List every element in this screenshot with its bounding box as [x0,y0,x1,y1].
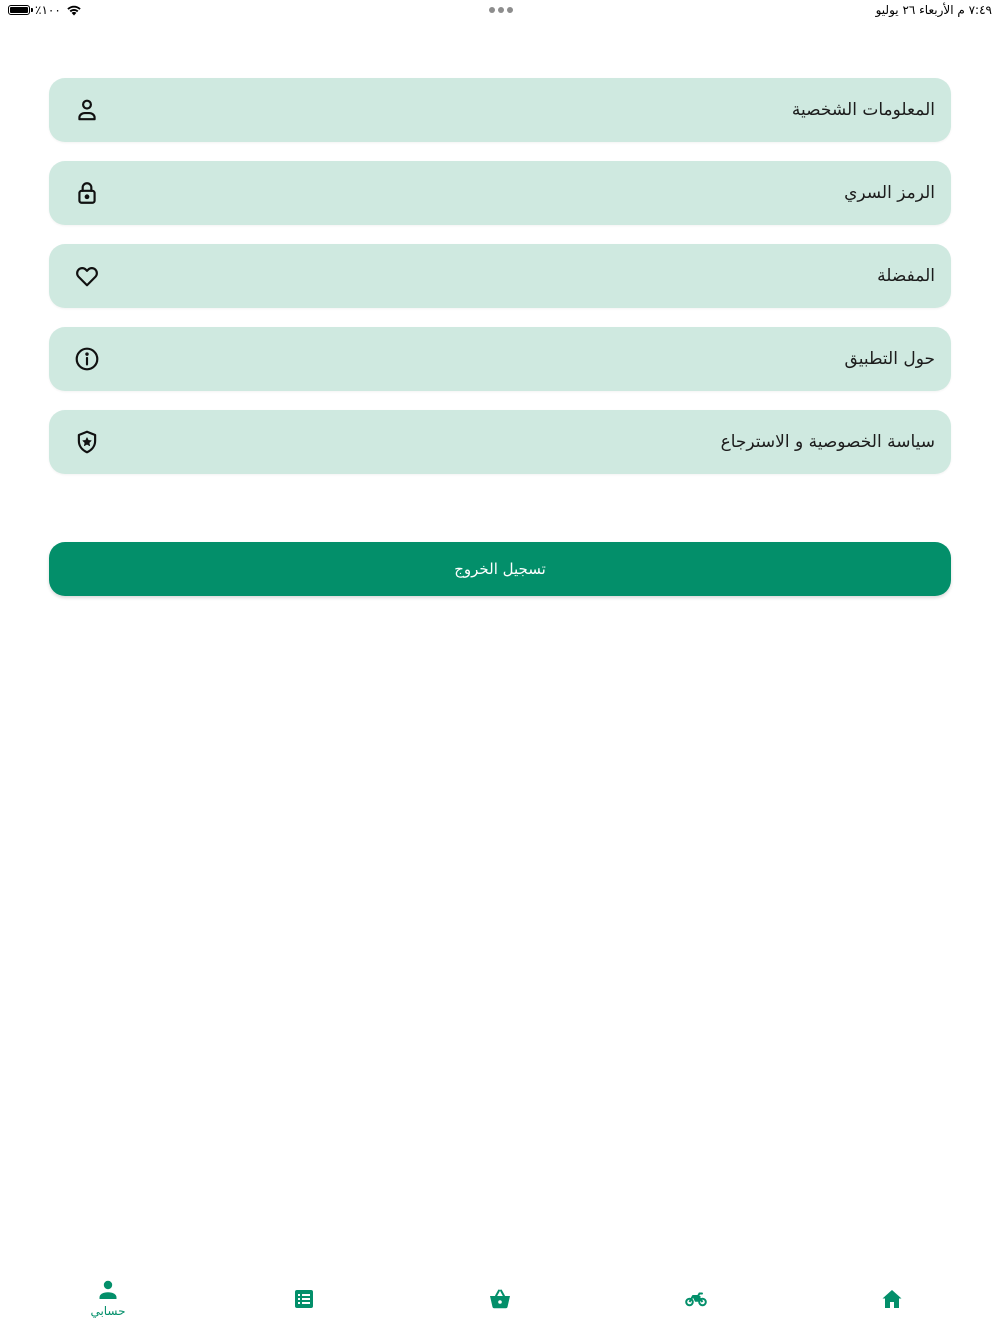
status-bar [0,0,1000,22]
multitasking-dots-icon[interactable] [489,7,513,13]
menu-item-label: المعلومات الشخصية [791,100,935,120]
delivery-bike-icon [684,1287,708,1311]
logout-button[interactable] [49,542,951,596]
nav-item-home[interactable] [862,1278,922,1328]
menu-item-personal-info[interactable] [49,78,951,142]
menu-item-label: المفضلة [877,266,935,286]
nav-label-account: حسابي [90,1304,126,1318]
logout-label: تسجيل الخروج [454,560,546,578]
account-icon [96,1278,120,1302]
menu-item-label: سياسة الخصوصية و الاسترجاع [720,432,935,452]
person-outline-icon [73,96,101,124]
nav-item-delivery[interactable] [666,1278,726,1328]
wifi-icon [66,4,82,16]
orders-list-icon [292,1287,316,1311]
nav-item-account[interactable] [78,1278,138,1328]
battery-icon [8,5,30,15]
status-datetime: ٧:٤٩ م الأربعاء ٢٦ يوليو [875,3,992,17]
info-circle-icon [73,345,101,373]
status-left [8,3,82,17]
bottom-nav [0,1270,1000,1334]
nav-item-orders[interactable] [274,1278,334,1328]
menu-item-favorites[interactable] [49,244,951,308]
menu-item-privacy-policy[interactable] [49,410,951,474]
lock-icon [73,179,101,207]
menu-item-label: حول التطبيق [844,349,935,369]
basket-icon [488,1287,512,1311]
battery-percentage: ٪١٠٠ [35,3,61,17]
menu-item-about-app[interactable] [49,327,951,391]
menu-item-label: الرمز السري [844,183,935,203]
heart-outline-icon [73,262,101,290]
shield-star-icon [73,428,101,456]
home-icon [880,1287,904,1311]
menu-item-password[interactable] [49,161,951,225]
nav-item-basket[interactable] [470,1278,530,1328]
